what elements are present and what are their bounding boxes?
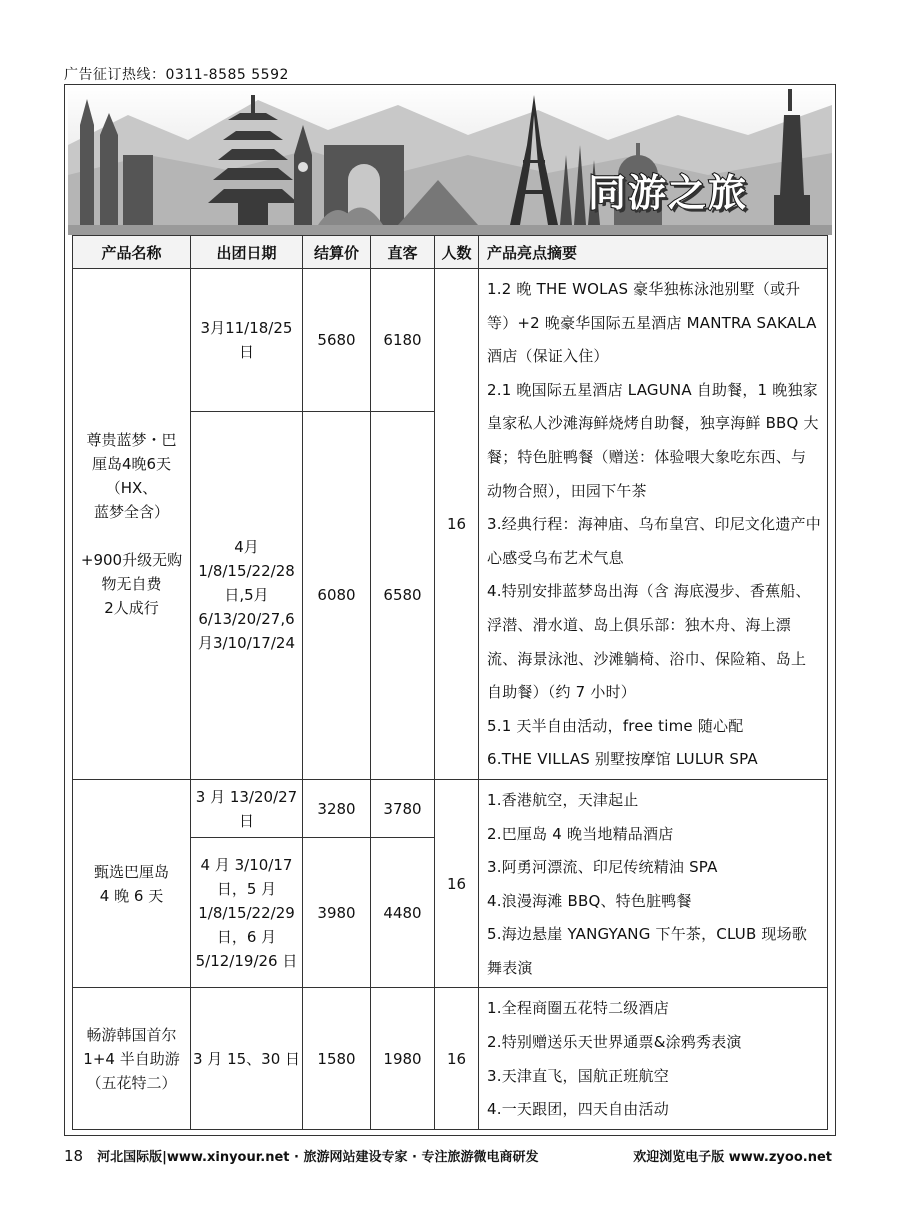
settle-price: 1580 (303, 988, 371, 1129)
product-highlights (479, 988, 828, 1129)
highlight-item: 3.经典行程：海神庙、乌布皇宫、印尼文化遗产中心感受乌布艺术气息 (487, 515, 821, 567)
header-departure-date: 出团日期 (191, 236, 303, 269)
product-name (73, 269, 191, 780)
retail-price: 3780 (371, 779, 435, 837)
highlight-item: 1.2 晚 THE WOLAS 豪华独栋泳池别墅（或升等）+2 晚豪华国际五星酒店 MANTRA SAKALA 酒店（保证入住） (487, 280, 817, 366)
settle-price: 5680 (303, 269, 371, 412)
highlight-item: 4.浪漫海滩 BBQ、特色脏鸭餐 (487, 891, 692, 910)
product-name-line: 尊贵蓝梦・巴 (86, 430, 177, 449)
highlight-item: 3.天津直飞，国航正班航空 (487, 1066, 669, 1085)
product-highlights (479, 269, 828, 780)
highlight-item: 5.海边悬崖 YANGYANG 下午茶，CLUB 现场歌舞表演 (487, 925, 808, 977)
header-retail-price: 直客 (371, 236, 435, 269)
header-people: 人数 (435, 236, 479, 269)
header-product-name: 产品名称 (73, 236, 191, 269)
people-count: 16 (435, 988, 479, 1129)
retail-price: 1980 (371, 988, 435, 1129)
table-row (73, 269, 828, 412)
product-name (73, 779, 191, 988)
departure-date: 4月 1/8/15/22/28 日,5月 6/13/20/27,6 月3/10/17/24 (191, 412, 303, 780)
product-name-line: 1+4 半自助游 (83, 1049, 180, 1068)
product-name-line: （HX、 (105, 478, 158, 497)
highlight-item: 1.香港航空，天津起止 (487, 790, 639, 809)
people-count: 16 (435, 269, 479, 780)
product-table (72, 235, 828, 1130)
highlight-item: 4.特别安排蓝梦岛出海（含 海底漫步、香蕉船、浮潜、滑水道、岛上俱乐部：独木舟、海上漂流、海景泳池、沙滩躺椅、浴巾、保险箱、岛上自助餐）（约 7 小时） (487, 582, 811, 702)
retail-price: 6180 (371, 269, 435, 412)
page-number: 18 (64, 1147, 84, 1165)
highlight-item: 3.阿勇河漂流、印尼传统精油 SPA (487, 858, 718, 877)
retail-price: 4480 (371, 838, 435, 988)
product-name-line: 厘岛4晚6天 (91, 454, 172, 473)
table-header-row (73, 236, 828, 269)
departure-date: 3月11/18/25 日 (191, 269, 303, 412)
people-count: 16 (435, 779, 479, 988)
product-name-line: 2人成行 (104, 598, 159, 617)
departure-date: 3 月 13/20/27 日 (191, 779, 303, 837)
departure-date: 4 月 3/10/17 日，5 月 1/8/15/22/29 日，6 月 5/12/19/26 日 (191, 838, 303, 988)
product-name-line: （五花特二） (86, 1073, 177, 1092)
highlight-item: 2.巴厘岛 4 晚当地精品酒店 (487, 824, 674, 843)
product-name-line: 甄选巴厘岛 (93, 862, 169, 881)
footer-left (64, 1146, 539, 1165)
footer-publisher-text: 河北国际版|www.xinyour.net · 旅游网站建设专家 · 专注旅游微电商研发 (97, 1150, 539, 1165)
product-highlights (479, 779, 828, 988)
product-name-line: +900升级无购 (80, 550, 183, 569)
settle-price: 6080 (303, 412, 371, 780)
table-row (73, 988, 828, 1129)
product-name (73, 988, 191, 1129)
header-settle-price: 结算价 (303, 236, 371, 269)
settle-price: 3280 (303, 779, 371, 837)
highlight-item: 4.一天跟团，四天自由活动 (487, 1100, 669, 1119)
ad-hotline: 广告征订热线：0311-8585 5592 (64, 67, 289, 83)
highlight-item: 2.1 晚国际五星酒店 LAGUNA 自助餐，1 晚独家皇家私人沙滩海鲜烧烤自助餐，独享海鲜 BBQ 大餐；特色脏鸭餐（赠送：体验喂大象吃东西、与动物合照），田园下午茶 (487, 380, 819, 500)
highlight-item: 2.特别赠送乐天世界通票&涂鸦秀表演 (487, 1033, 742, 1052)
header-highlights: 产品亮点摘要 (479, 236, 828, 269)
highlight-item: 5.1 天半自由活动，free time 随心配 (487, 716, 744, 735)
product-name-line: 4 晚 6 天 (99, 886, 164, 905)
footer-ebook-link[interactable]: 欢迎浏览电子版 www.zyoo.net (633, 1150, 832, 1165)
product-name-line: 畅游韩国首尔 (86, 1025, 177, 1044)
highlight-item: 1.全程商圈五花特二级酒店 (487, 999, 669, 1018)
departure-date: 3 月 15、30 日 (191, 988, 303, 1129)
brand-title: 同游之旅 (588, 171, 749, 215)
product-name-spacer (73, 524, 190, 548)
product-name-line: 物无自费 (101, 574, 162, 593)
retail-price: 6580 (371, 412, 435, 780)
product-name-line: 蓝梦全含） (93, 502, 169, 521)
highlight-item: 6.THE VILLAS 别墅按摩馆 LULUR SPA (487, 750, 758, 769)
table-row (73, 779, 828, 837)
settle-price: 3980 (303, 838, 371, 988)
